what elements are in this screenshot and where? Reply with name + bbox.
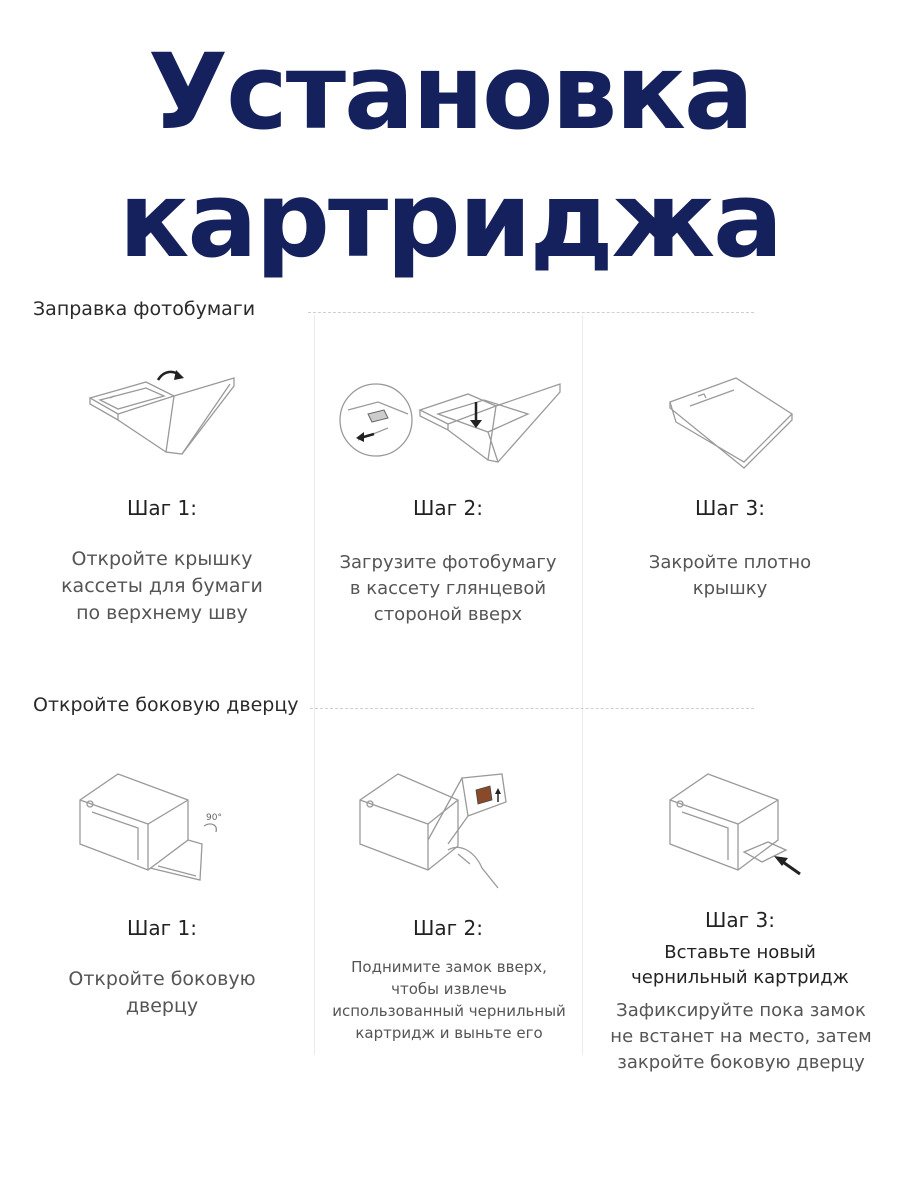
cassette-load-paper-icon	[338, 380, 568, 470]
door-step1-label: Шаг 1:	[127, 916, 197, 940]
column-divider-right	[582, 315, 583, 1055]
page-title-line2: картриджа	[118, 159, 782, 281]
paper-step3-desc: Закройте плотно крышку	[648, 552, 812, 599]
door-step3-desc: Зафиксируйте пока замок не встанет на место, затем закройте боковую дверцу	[610, 1000, 872, 1073]
column-divider-left	[314, 315, 315, 1055]
section-label-paper: Заправка фотобумаги	[33, 298, 256, 320]
printer-open-door-icon	[78, 770, 238, 890]
door-step2-desc: Поднимите замок вверх, чтобы извлечь использованный чернильный картридж и выньте его	[332, 958, 566, 1042]
printer-lift-lock-icon	[358, 770, 518, 890]
page-title-line1: Установка	[147, 31, 753, 153]
paper-step1-label: Шаг 1:	[127, 496, 197, 520]
paper-step3-label: Шаг 3:	[695, 496, 765, 520]
cassette-closed-icon	[668, 372, 798, 468]
paper-step1-desc: Откройте крышку кассеты для бумаги по верхнему шву	[61, 548, 263, 624]
section-label-door: Откройте боковую дверцу	[33, 694, 299, 716]
door-step1-desc: Откройте боковую дверцу	[68, 968, 256, 1017]
door-step3-label: Шаг 3:	[705, 908, 775, 932]
printer-insert-cartridge-icon	[668, 770, 818, 880]
door-step3-subtitle: Вставьте новый чернильный картридж	[631, 942, 849, 988]
section-divider-paper	[308, 312, 754, 313]
cassette-open-lid-icon	[88, 362, 238, 462]
door-step2-label: Шаг 2:	[413, 916, 483, 940]
paper-step2-label: Шаг 2:	[413, 496, 483, 520]
section-divider-door	[310, 708, 754, 709]
angle-label: 90°	[206, 813, 222, 823]
paper-step2-desc: Загрузите фотобумагу в кассету глянцевой стороной вверх	[339, 552, 557, 625]
